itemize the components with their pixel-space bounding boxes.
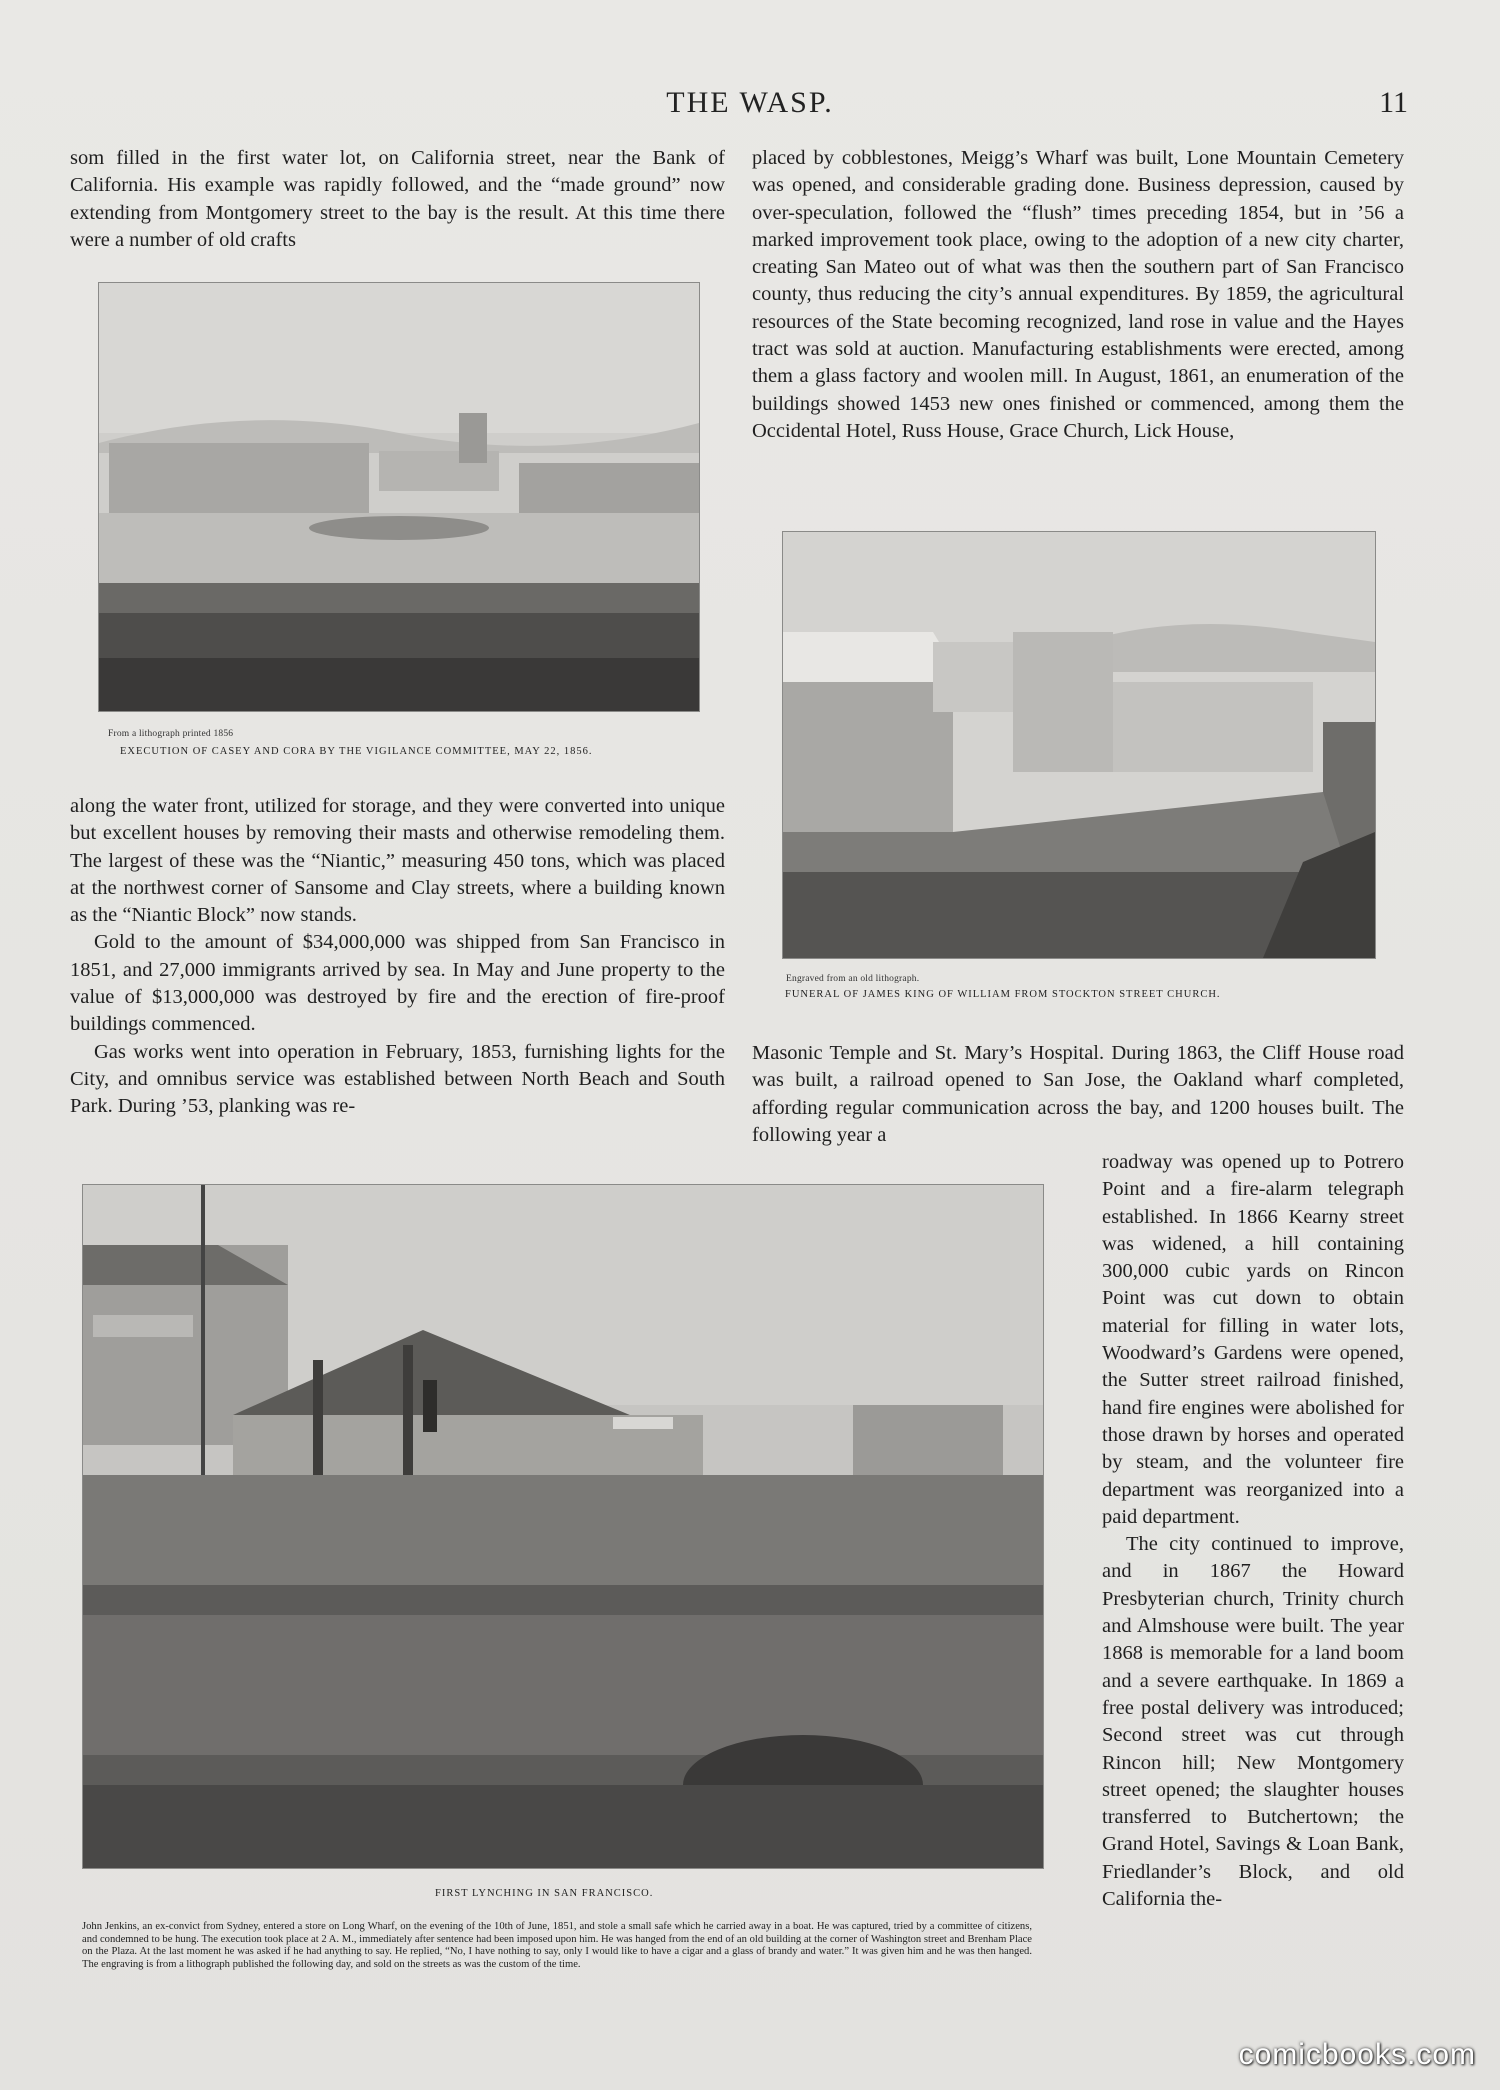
paragraph: Masonic Temple and St. Mary’s Hospital. During 1863, the Cliff House road was built, a railroad opened to San Jose, the Oakland wharf completed, affording regular communication across the bay, and 1200 houses built. The following year a bbox=[752, 1042, 1404, 1146]
paragraph: along the water front, utilized for storage, and they were converted into unique but excellent houses by removing their masts and otherwise remodeling them. The largest of these was the “Niantic,” measuring 450 tons, which was placed at the northwest corner of Sansome and Clay streets, where a building known as the “Niantic Block” now stands. bbox=[70, 795, 725, 927]
figure-caption: EXECUTION OF CASEY AND CORA BY THE VIGILANCE COMMITTEE, MAY 22, 1856. bbox=[120, 746, 593, 757]
watermark: comicbooks.com bbox=[1238, 2038, 1476, 2071]
figure-caption: FUNERAL OF JAMES KING OF WILLIAM FROM STOCKTON STREET CHURCH. bbox=[785, 989, 1221, 1000]
illustration-funeral-james-king bbox=[782, 531, 1376, 959]
narrow-column bbox=[1102, 1149, 1404, 1913]
figure-credit: From a lithograph printed 1856 bbox=[108, 729, 234, 739]
left-column-top bbox=[70, 145, 725, 254]
figure-caption: FIRST LYNCHING IN SAN FRANCISCO. bbox=[435, 1888, 654, 1899]
paragraph: The city continued to improve, and in 1867 the Howard Presbyterian church, Trinity church and Almshouse were built. The year 1868 is memorable for a land boom and a severe earthquake. In 1869 a free postal delivery was introduced; Second street was cut through Rincon hill; New Montgomery street opened; the slaughter houses transferred to Butchertown; the Grand Hotel, Savings & Loan Bank, Friedlander’s Block, and old California the- bbox=[1102, 1533, 1404, 1911]
illustration-execution-casey-cora bbox=[98, 282, 700, 712]
paragraph: Gas works went into operation in February, 1853, furnishing lights for the City, and omnibus service was established between North Beach and South Park. During ’53, planking was re- bbox=[70, 1040, 725, 1118]
right-column-mid bbox=[752, 1040, 1404, 1149]
page-header-title: THE WASP. bbox=[666, 86, 834, 119]
figure-description: John Jenkins, an ex-convict from Sydney, entered a store on Long Wharf, on the evening of the 10th of June, 1851, and stole a small safe which he carried away in a boat. He was captured, tried by a committee of citizens, and condemned to be hung. The execution took place at 2 A. M., immediately after sentence had been imposed upon him. He was hanged from the end of an old building at the corner of Washington street and Brenham Place on the Plaza. At the last moment he was asked if he had anything to say. He replied, “No, I have nothing to say, only I would like to have a cigar and a glass of brandy and water.” It was given him and he was then hanged. The engraving is from a lithograph published the following day, and sold on the streets as was the custom of the time. bbox=[82, 1921, 1032, 1970]
page-number: 11 bbox=[1379, 86, 1408, 119]
illustration-first-lynching bbox=[82, 1184, 1044, 1869]
figure-credit: Engraved from an old lithograph. bbox=[786, 974, 920, 984]
paragraph: Gold to the amount of $34,000,000 was shipped from San Francisco in 1851, and 27,000 immigrants arrived by sea. In May and June property to the value of $13,000,000 was destroyed by fire and the erection of fire-proof buildings commenced. bbox=[70, 931, 725, 1036]
paragraph: roadway was opened up to Potrero Point and a fire-alarm telegraph established. In 1866 Kearny street was widened, a hill containing 300,000 cubic yards on Rincon Point was cut down to obtain material for filling in water lots, Woodward’s Gardens were opened, the Sutter street railroad finished, hand fire engines were abolished for those drawn by horses and operated by steam, and the volunteer fire department was reorganized into a paid department. bbox=[1102, 1151, 1404, 1528]
left-column-mid bbox=[70, 793, 725, 1121]
paragraph: placed by cobblestones, Meigg’s Wharf was built, Lone Mountain Cemetery was opened, and considerable grading done. Business depression, caused by over-speculation, followed the “flush” times preceding 1854, but in ’56 a marked improvement took place, owing to the adoption of a new city charter, creating San Mateo out of what was then the southern part of San Francisco county, thus reducing the city’s annual expenditures. By 1859, the agricultural resources of the State becoming recognized, land rose in value and the Hayes tract was sold at auction. Manufacturing establishments were erected, among them a glass factory and woolen mill. In August, 1861, an enumeration of the buildings showed 1453 new ones finished or commenced, among them the Occidental Hotel, Russ House, Grace Church, Lick House, bbox=[752, 147, 1404, 442]
paragraph: som filled in the first water lot, on California street, near the Bank of California. His example was rapidly followed, and the “made ground” now extending from Montgomery street to the bay is the result. At this time there were a number of old crafts bbox=[70, 147, 725, 251]
right-column-top bbox=[752, 145, 1404, 445]
